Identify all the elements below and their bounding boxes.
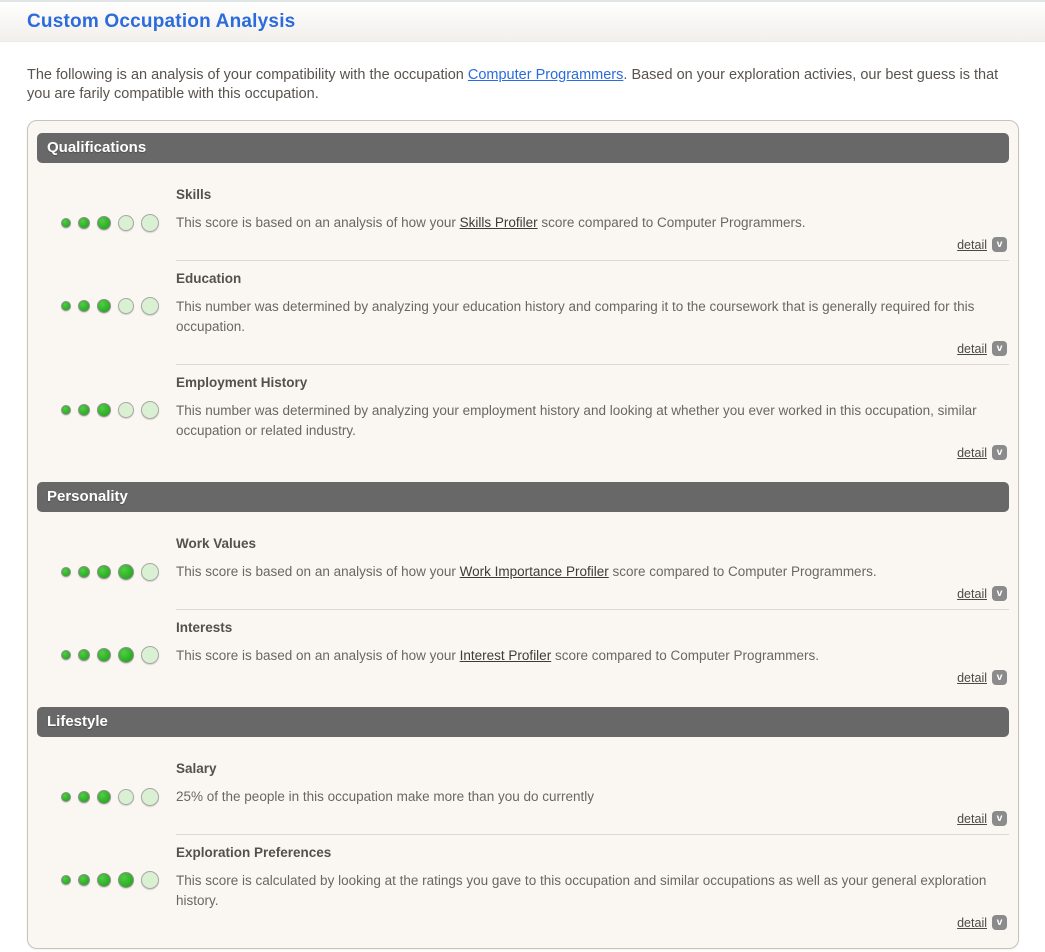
detail-link[interactable]: detail	[957, 670, 987, 685]
row-description: This score is based on an analysis of how your Work Importance Profiler score compared to Computer Programmers.	[176, 564, 877, 579]
rating-dot-filled	[61, 405, 71, 415]
rating-dot-filled	[118, 647, 134, 663]
collapse-toggle-button[interactable]: v	[992, 445, 1007, 460]
rating-dot-filled	[61, 875, 71, 885]
rating-dot-filled	[61, 301, 71, 311]
rating-dot-filled	[78, 300, 90, 312]
row-description: 25% of the people in this occupation make more than you do currently	[176, 789, 594, 804]
rating-dot-empty	[141, 401, 159, 419]
section-header-qualifications: Qualifications	[37, 133, 1009, 163]
rating-dot-empty	[141, 563, 159, 581]
page-header-bar	[0, 0, 1045, 42]
rating-dot-filled	[97, 565, 111, 579]
section-lifestyle	[37, 737, 1009, 938]
row-title-work-values: Work Values	[176, 536, 257, 551]
rating-dot-empty	[118, 402, 134, 418]
interest-profiler-link[interactable]: Interest Profiler	[459, 648, 552, 663]
rating-dot-filled	[61, 567, 71, 577]
work-importance-profiler-link[interactable]: Work Importance Profiler	[459, 564, 609, 579]
collapse-toggle-button[interactable]: v	[992, 811, 1007, 826]
rating-dot-filled	[118, 872, 134, 888]
skills-profiler-link[interactable]: Skills Profiler	[459, 215, 538, 230]
rating-dots	[61, 646, 176, 664]
row-salary	[37, 751, 1009, 834]
collapse-toggle-button[interactable]: v	[992, 586, 1007, 601]
rating-dot-filled	[97, 299, 111, 313]
row-description: This score is calculated by looking at the ratings you gave to this occupation and similar occupations as well as your general exploration history.	[176, 873, 987, 908]
rating-dot-filled	[78, 791, 90, 803]
row-description: This score is based on an analysis of how your Interest Profiler score compared to Computer Programmers.	[176, 648, 820, 663]
rating-dot-empty	[118, 789, 134, 805]
rating-dots	[61, 563, 176, 581]
rating-dot-empty	[141, 788, 159, 806]
rating-dot-filled	[78, 217, 90, 229]
row-title-skills: Skills	[176, 187, 212, 202]
detail-link[interactable]: detail	[957, 915, 987, 930]
section-header-lifestyle: Lifestyle	[37, 707, 1009, 737]
rating-dot-empty	[141, 297, 159, 315]
rating-dot-empty	[141, 871, 159, 889]
rating-dots	[61, 788, 176, 806]
rating-dot-empty	[141, 214, 159, 232]
section-personality	[37, 512, 1009, 693]
section-qualifications	[37, 163, 1009, 468]
rating-dot-empty	[118, 298, 134, 314]
row-employment-history	[37, 364, 1009, 468]
rating-dot-filled	[61, 650, 71, 660]
row-description: This score is based on an analysis of how your Skills Profiler score compared to Computer Programmers.	[176, 215, 806, 230]
rating-dots	[61, 297, 176, 315]
rating-dot-filled	[97, 216, 111, 230]
row-interests	[37, 609, 1009, 693]
collapse-toggle-button[interactable]: v	[992, 670, 1007, 685]
intro-text-before: The following is an analysis of your compatibility with the occupation	[27, 67, 468, 83]
rating-dots	[61, 401, 176, 419]
row-education	[37, 260, 1009, 364]
rating-dot-filled	[97, 873, 111, 887]
row-title-interests: Interests	[176, 620, 233, 635]
rating-dot-filled	[78, 649, 90, 661]
row-work-values	[37, 526, 1009, 609]
row-skills	[37, 177, 1009, 260]
detail-link[interactable]: detail	[957, 445, 987, 460]
rating-dot-filled	[97, 790, 111, 804]
collapse-toggle-button[interactable]: v	[992, 237, 1007, 252]
rating-dot-filled	[78, 404, 90, 416]
row-exploration-preferences	[37, 834, 1009, 938]
occupation-link[interactable]: Computer Programmers	[467, 67, 624, 83]
rating-dot-filled	[97, 648, 111, 662]
rating-dot-filled	[97, 403, 111, 417]
section-header-personality: Personality	[37, 482, 1009, 512]
row-title-salary: Salary	[176, 761, 217, 776]
rating-dot-empty	[118, 215, 134, 231]
row-title-employment-history: Employment History	[176, 375, 308, 390]
rating-dots	[61, 214, 176, 232]
page-title: Custom Occupation Analysis	[27, 10, 296, 32]
detail-link[interactable]: detail	[957, 586, 987, 601]
rating-dot-empty	[141, 646, 159, 664]
collapse-toggle-button[interactable]: v	[992, 915, 1007, 930]
rating-dot-filled	[78, 874, 90, 886]
rating-dot-filled	[61, 792, 71, 802]
row-title-education: Education	[176, 271, 242, 286]
row-description: This number was determined by analyzing your employment history and looking at whether you ever worked in this occupation, similar occupation or related industry.	[176, 403, 977, 438]
detail-link[interactable]: detail	[957, 811, 987, 826]
rating-dot-filled	[118, 564, 134, 580]
detail-link[interactable]: detail	[957, 237, 987, 252]
rating-dot-filled	[78, 566, 90, 578]
row-title-exploration-preferences: Exploration Preferences	[176, 845, 332, 860]
analysis-card	[27, 120, 1019, 949]
detail-link[interactable]: detail	[957, 341, 987, 356]
rating-dot-filled	[61, 218, 71, 228]
intro-text-after: . Based on your exploration activies, our best guess is that you are farily compatible with this occupation.	[27, 67, 999, 102]
rating-dots	[61, 871, 176, 889]
collapse-toggle-button[interactable]: v	[992, 341, 1007, 356]
intro-paragraph	[27, 66, 1017, 104]
row-description: This number was determined by analyzing your education history and comparing it to the coursework that is generally required for this occupation.	[176, 299, 975, 334]
